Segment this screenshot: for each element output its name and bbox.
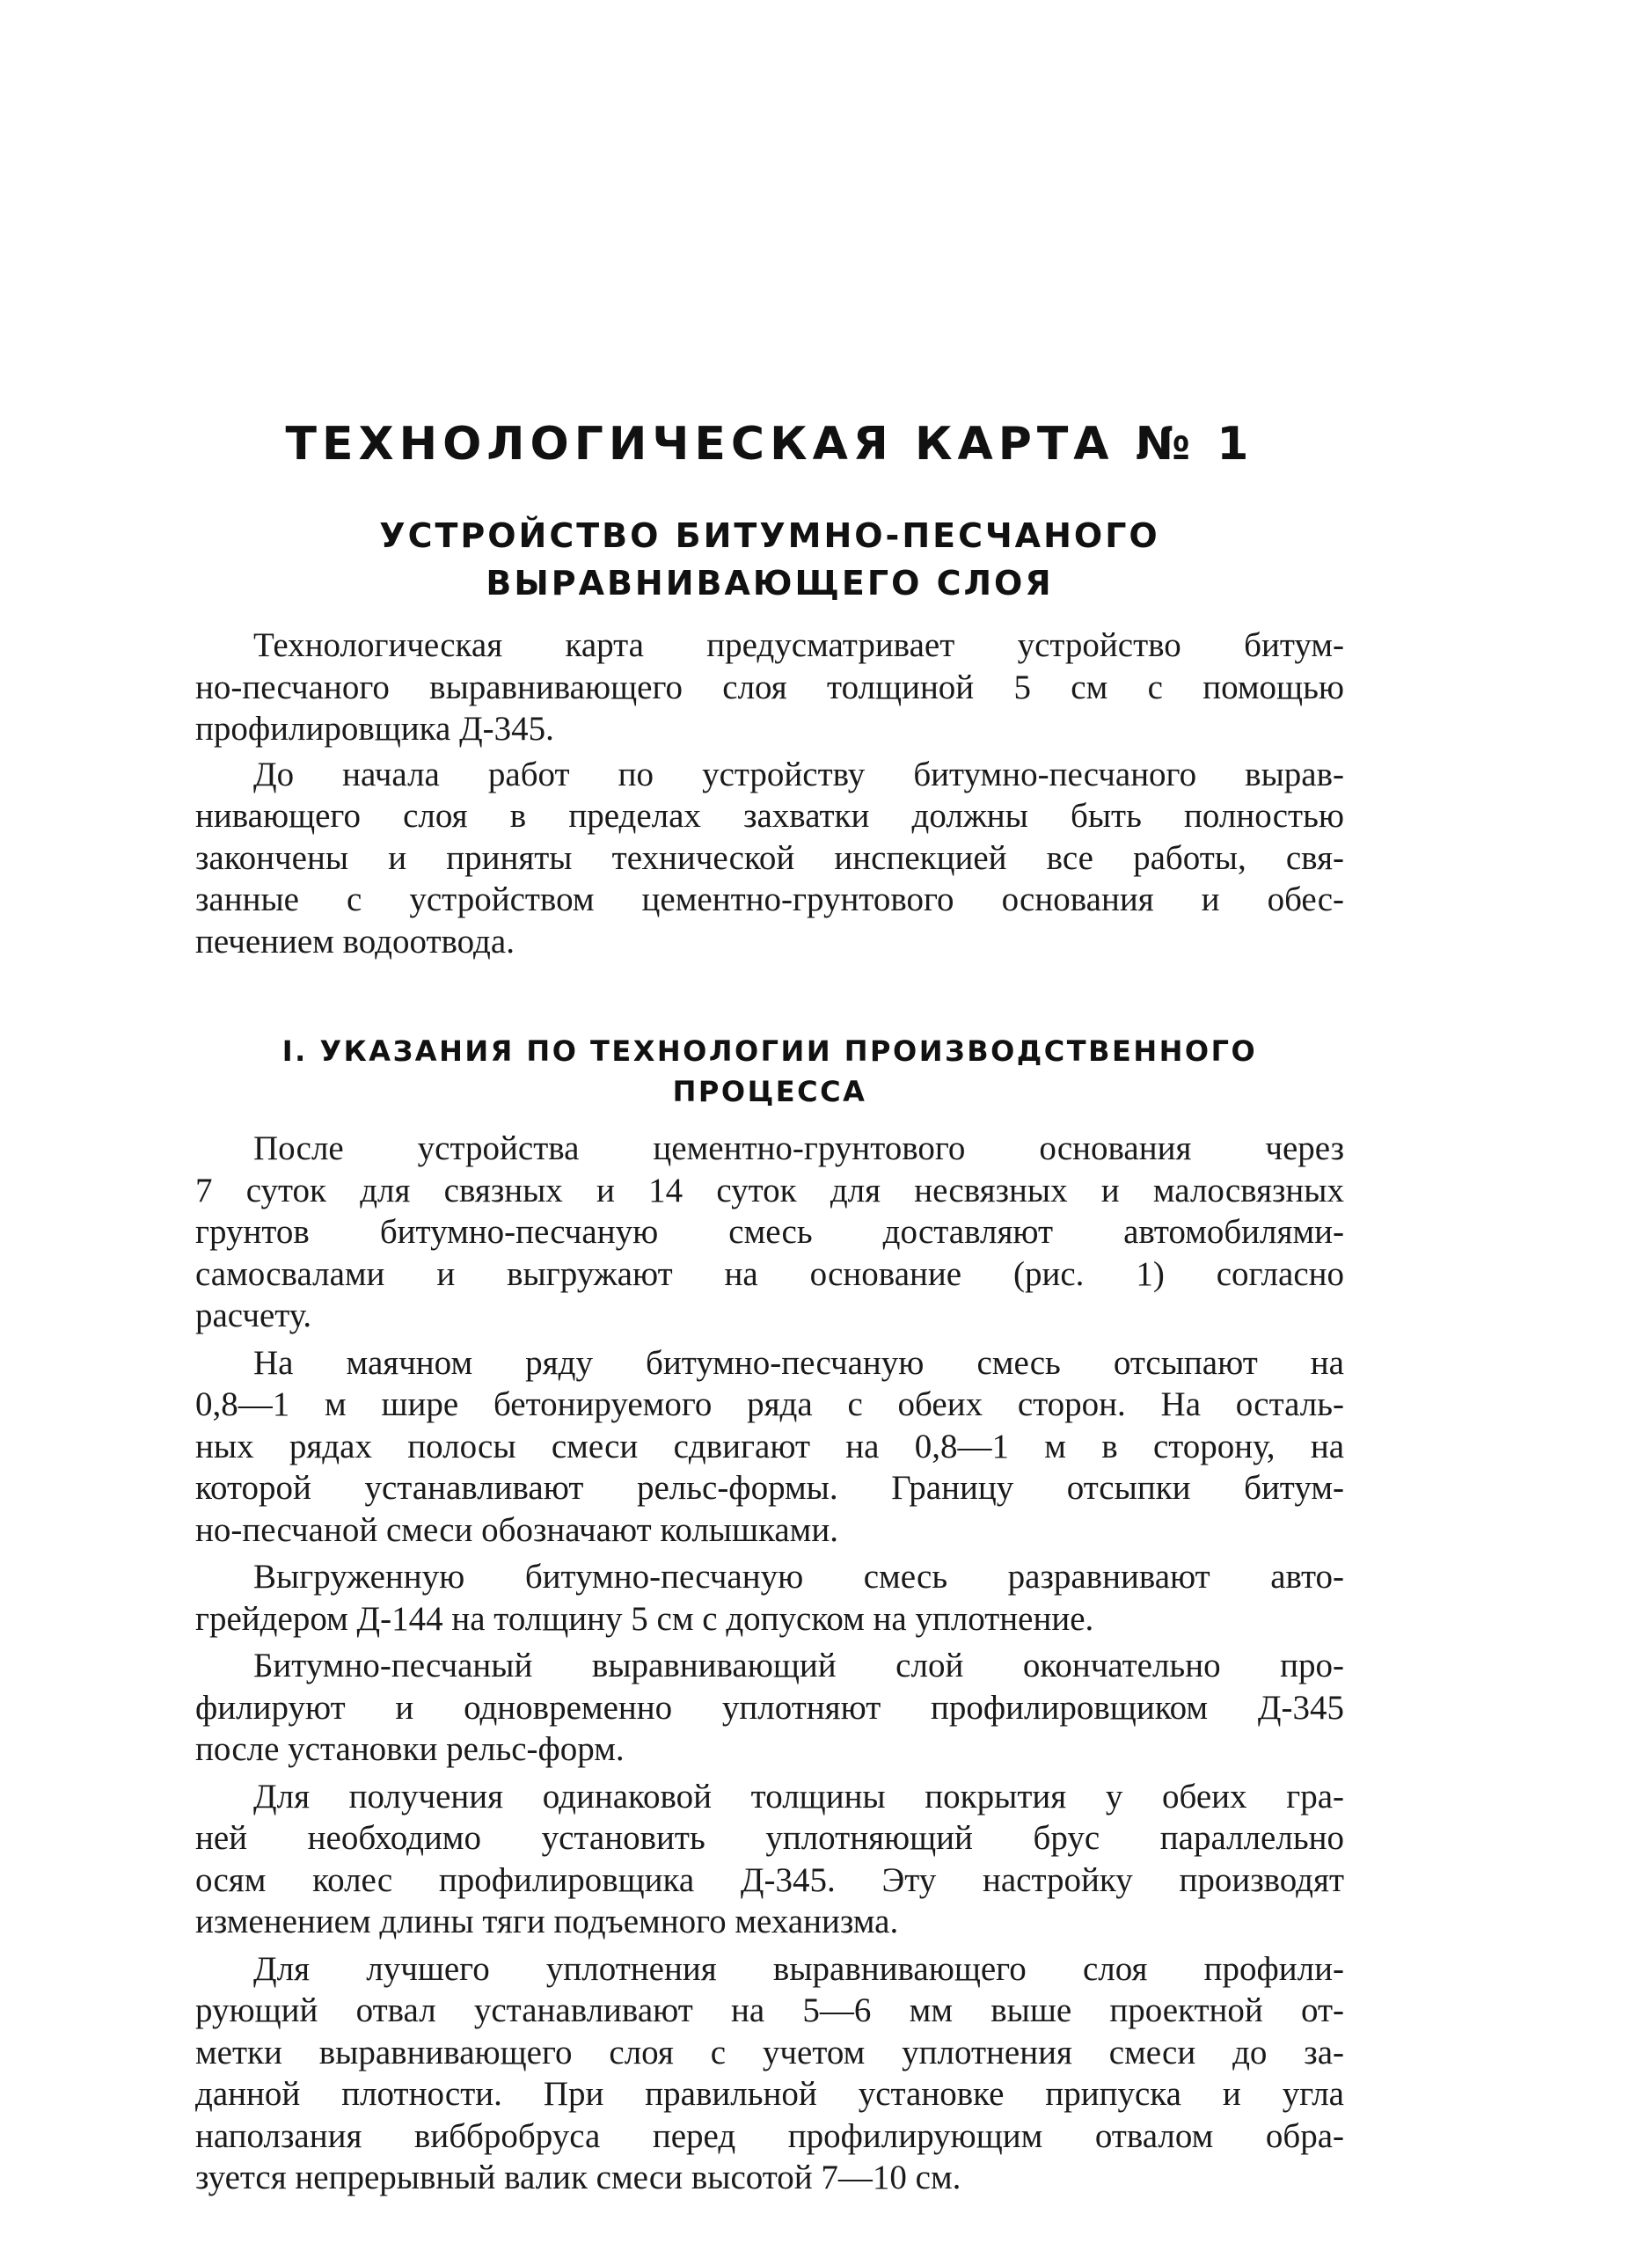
text-line: ней необходимо установить уплотняющий брус параллельно	[195, 1819, 1344, 1857]
text-line: ных рядах полосы смеси сдвигают на 0,8—1 м в сторону, на	[195, 1427, 1344, 1465]
section-body	[195, 1128, 1344, 2199]
subtitle-line: УСТРОЙСТВО БИТУМНО-ПЕСЧАНОГО	[379, 516, 1160, 555]
section-paragraph	[195, 1948, 1344, 2199]
text-line: На маячном ряду битумно-песчаную смесь отсыпают на	[253, 1343, 1344, 1382]
text-line: наползания виббробруса перед профилирующим отвалом обра-	[195, 2116, 1344, 2155]
text-line: зуется непрерывный валик смеси высотой 7—10 см.	[195, 2159, 961, 2196]
intro-paragraph	[195, 754, 1344, 963]
text-line: данной плотности. При правильной установке припуска и угла	[195, 2075, 1344, 2113]
text-line: До начала работ по устройству битумно-песчаного вырав-	[253, 755, 1344, 793]
text-line: самосвалами и выгружают на основание (рис. 1) согласно	[195, 1254, 1344, 1293]
text-line: грунтов битумно-песчаную смесь доставляют автомобилями-	[195, 1213, 1344, 1251]
text-line: после установки рельс-форм.	[195, 1730, 625, 1768]
section-paragraph	[195, 1342, 1344, 1552]
text-line: но-песчаного выравнивающего слоя толщиной 5 см с помощью	[195, 668, 1344, 706]
text-line: метки выравнивающего слоя с учетом уплотнения смеси до за-	[195, 2033, 1344, 2071]
text-line: изменением длины тяги подъемного механизма.	[195, 1903, 899, 1940]
text-line: закончены и приняты технической инспекцией все работы, свя-	[195, 838, 1344, 877]
text-line: расчету.	[195, 1297, 312, 1334]
text-line: После устройства цементно-грунтового основания через	[253, 1129, 1344, 1167]
text-line: 7 суток для связных и 14 суток для несвязных и малосвязных	[195, 1171, 1344, 1209]
section-heading-line: I. УКАЗАНИЯ ПО ТЕХНОЛОГИИ ПРОИЗВОДСТВЕННОГО	[281, 1034, 1258, 1068]
section-paragraph	[195, 1556, 1344, 1640]
section-paragraph	[195, 1128, 1344, 1337]
text-line: печением водоотвода.	[195, 922, 515, 961]
text-line: филируют и одновременно уплотняют профилировщиком Д-345	[195, 1688, 1344, 1727]
text-line: но-песчаной смеси обозначают колышками.	[195, 1510, 838, 1549]
text-line: грейдером Д-144 на толщину 5 см с допуском на уплотнение.	[195, 1599, 1094, 1638]
document-subtitle	[195, 512, 1344, 607]
text-line: которой устанавливают рельс-формы. Границу отсыпки битум-	[195, 1469, 1344, 1507]
intro-paragraph	[195, 625, 1344, 750]
text-line: занные с устройством цементно-грунтового основания и обес-	[195, 880, 1344, 918]
document-title: ТЕХНОЛОГИЧЕСКАЯ КАРТА № 1	[285, 418, 1254, 471]
section-paragraph	[195, 1776, 1344, 1943]
text-line: профилировщика Д-345.	[195, 710, 554, 748]
text-line: 0,8—1 м шире бетонируемого ряда с обеих сторон. На осталь-	[195, 1385, 1344, 1423]
text-line: Для лучшего уплотнения выравнивающего слоя профили-	[253, 1949, 1344, 1988]
text-column	[195, 413, 1344, 2199]
text-line: Битумно-песчаный выравнивающий слой окончательно про-	[253, 1647, 1344, 1684]
text-line: осям колес профилировщика Д-345. Эту настройку производят	[195, 1860, 1344, 1899]
text-line: Технологическая карта предусматривает устройство битум-	[253, 626, 1344, 664]
text-line: рующий отвал устанавливают на 5—6 мм выше проектной от-	[195, 1991, 1344, 2029]
text-line: Выгруженную битумно-песчаную смесь разравнивают авто-	[253, 1558, 1344, 1596]
section-paragraph	[195, 1645, 1344, 1771]
section-heading-line: ПРОЦЕССА	[672, 1075, 867, 1108]
text-line: Для получения одинаковой толщины покрытия у обеих гра-	[253, 1777, 1344, 1816]
subtitle-line: ВЫРАВНИВАЮЩЕГО СЛОЯ	[486, 564, 1054, 603]
text-line: нивающего слоя в пределах захватки должны быть полностью	[195, 797, 1344, 835]
intro-text	[195, 625, 1344, 962]
section-heading	[195, 1031, 1344, 1112]
